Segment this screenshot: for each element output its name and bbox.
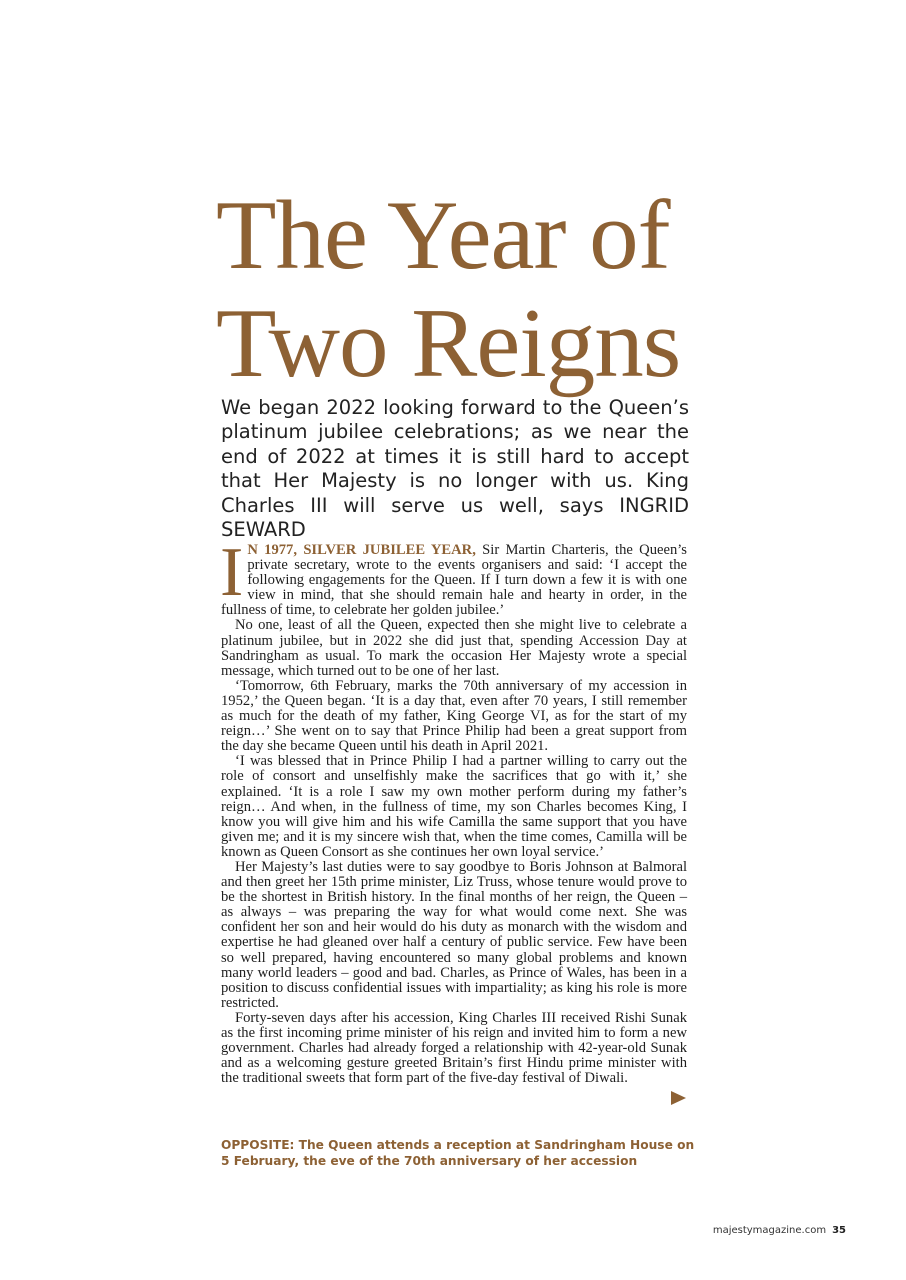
footer-website: majestymagazine.com xyxy=(712,1225,827,1236)
caption-line-1: OPPOSITE: The Queen attends a reception at Sandringham House on xyxy=(221,1138,695,1152)
paragraph-4: ‘I was blessed that in Prince Philip I had a partner willing to carry out the role of consort and unselfishly make the sacrifices that go with it,’ she explained. ‘It is a role I saw my own mother perform during my father’s reign… And when, in the fullness of time, my son Charles becomes King, I know you will give him and his wife Camilla the same support that you have given me; and it is my sincere wish that, when the time comes, Camilla will be known as Queen Consort as she continues her own loyal service.’ xyxy=(221,753,687,860)
paragraph-5: Her Majesty’s last duties were to say goodbye to Boris Johnson at Balmoral and then greet her 15th prime minister, Liz Truss, whose tenure would prove to be the shortest in British history. In the final months of her reign, the Queen – as always – was preparing the way for what would come next. She was confident her son and heir would do his duty as monarch with the wisdom and expertise he had gleaned over half a century of public service. Few have been so well prepared, having encountered so many global problems and known many world leaders – good and bad. Charles, as Prince of Wales, has been in a position to discuss confidential issues with impartiality; as king his role is more restricted. xyxy=(221,858,687,1011)
article-body xyxy=(220,534,687,1087)
page-footer xyxy=(713,1225,846,1236)
article-title xyxy=(216,182,696,398)
drop-cap: I xyxy=(220,534,244,611)
paragraph-6: Forty-seven days after his accession, King Charles III received Rishi Sunak as the first incoming prime minister of his reign and invited him to form a new government. Charles had already forged a relationship with 42-year-old Sunak and as a welcoming gesture greeted Britain’s first Hindu prime minister with the traditional sweets that form part of the five-day festival of Diwali. xyxy=(221,1009,687,1087)
paragraph-1 xyxy=(220,534,687,619)
title-line-1: The Year of xyxy=(216,181,670,290)
lead-in: N 1977, SILVER JUBILEE YEAR, xyxy=(247,542,476,558)
end-arrow-icon xyxy=(671,1091,686,1105)
paragraph-1-text: Sir Martin Charteris, the Queen’s private secretary, wrote to the events organisers and said: ‘I accept the following engagements for the Queen. If I turn down a few it is with one view in mind, that she should remain hale and hearty in order, in the fullness of time, to celebrate her golden jubilee.’ xyxy=(221,542,687,619)
paragraph-2: No one, least of all the Queen, expected then she might live to celebrate a platinum jubilee, but in 2022 she did just that, spending Accession Day at Sandringham as usual. To mark the occasion Her Majesty wrote a special message, which turned out to be one of her last. xyxy=(221,617,687,679)
standfirst: We began 2022 looking forward to the Queen’s platinum jubilee celebrations; as we near the end of 2022 at times it is still hard to accept that Her Majesty is no longer with us. King Charles III will serve us well, says INGRID SEWARD xyxy=(221,396,689,542)
caption-line-2: 5 February, the eve of the 70th anniversary of her accession xyxy=(221,1154,638,1168)
paragraph-3: ‘Tomorrow, 6th February, marks the 70th anniversary of my accession in 1952,’ the Queen began. ‘It is a day that, even after 70 years, I still remember as much for the death of my father, King George VI, as for the start of my reign…’ She went on to say that Prince Philip had been a great support from the day she became Queen until his death in April 2021. xyxy=(221,677,687,755)
title-line-2: Two Reigns xyxy=(216,289,681,398)
page-number: 35 xyxy=(832,1225,846,1236)
photo-caption xyxy=(221,1137,695,1169)
